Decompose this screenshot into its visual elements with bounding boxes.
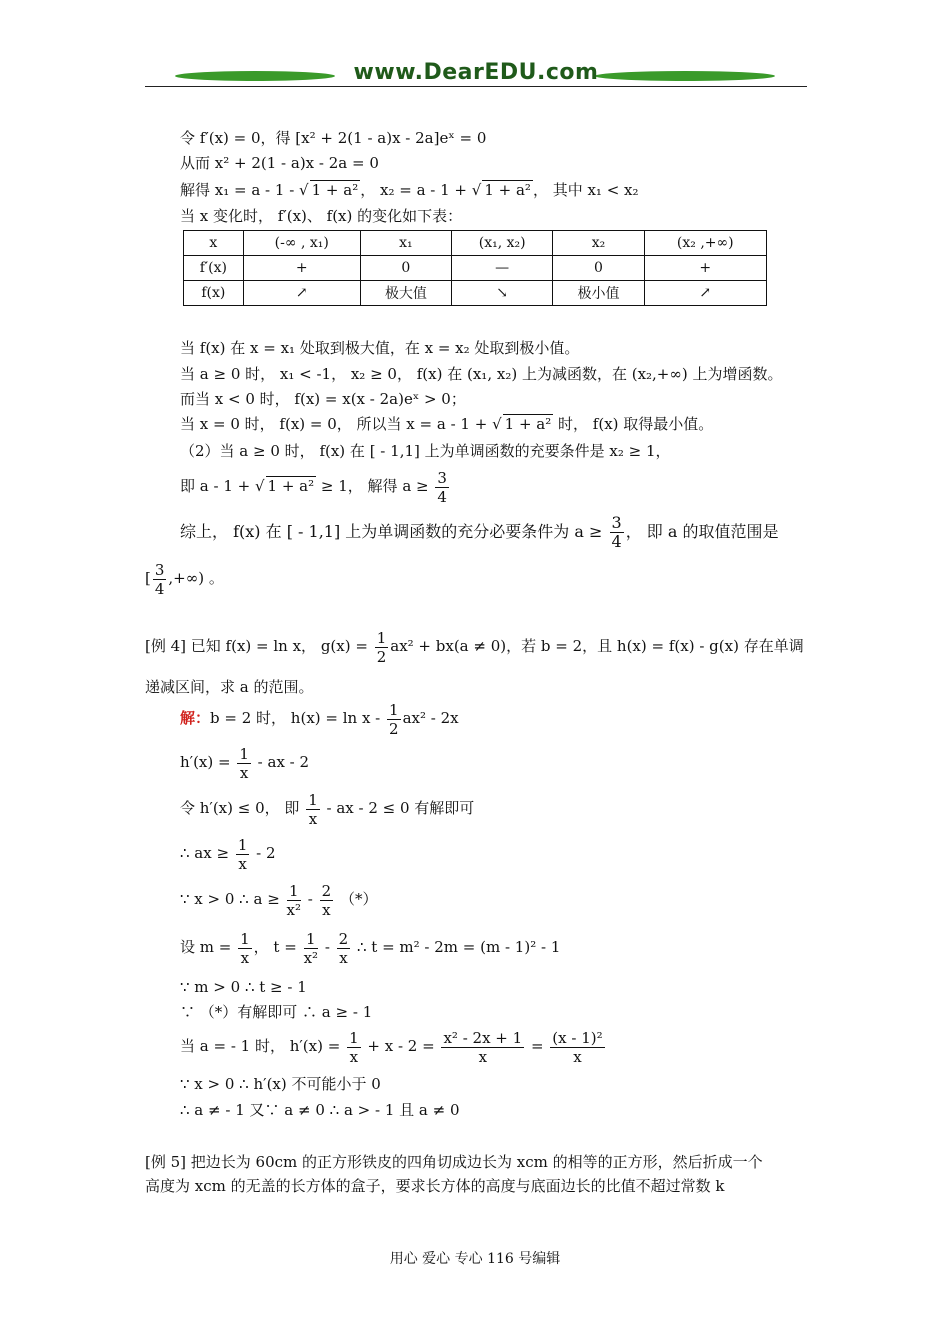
text-span: ， x₂ = a - 1 + <box>360 181 472 199</box>
fraction <box>435 469 449 506</box>
page-header <box>145 60 807 94</box>
text-span: ,+∞) 。 <box>168 569 224 587</box>
fraction <box>610 514 624 551</box>
fraction <box>287 882 301 919</box>
numerator: 2 <box>321 881 332 900</box>
text-span: - 2 <box>251 844 276 862</box>
text-span: = <box>526 1037 549 1055</box>
text-span: ， t = <box>253 938 302 956</box>
solution-line <box>180 790 474 828</box>
variation-table <box>183 230 767 306</box>
header-rule <box>145 86 807 87</box>
table-cell: + <box>644 256 766 281</box>
text-span: - ax - 2 <box>252 753 310 771</box>
solution-label: 解： <box>180 709 211 727</box>
denominator: x <box>239 763 249 782</box>
table-cell: — <box>451 256 552 281</box>
table-row <box>184 231 767 256</box>
text-span: ， 即 a 的取值范围是 <box>625 522 779 541</box>
table-cell: 0 <box>553 256 644 281</box>
table-cell: 极大值 <box>360 281 451 306</box>
fraction <box>238 930 252 967</box>
text-line: 而当 x < 0 时， f(x) = x(x - 2a)eˣ > 0； <box>180 390 466 408</box>
text-span: h′(x) = <box>180 753 236 771</box>
text-line: 即 a - 1 + √ 1 + a² ≥ 1， 解得 a ≥ $\frac{3}{4}$ <box>180 468 447 506</box>
denominator: x² <box>286 900 302 919</box>
fraction <box>306 791 320 828</box>
numerator: 1 <box>289 881 299 900</box>
table-cell: ↗ <box>644 281 766 306</box>
text-span: - <box>320 938 335 956</box>
solution-line: ∴ a ≠ - 1 又∵ a ≠ 0 ∴ a > - 1 且 a ≠ 0 <box>180 1101 460 1119</box>
text-span: + x - 2 = <box>362 1037 440 1055</box>
solution-line: ∵ （*）有解即可 ∴ a ≥ - 1 <box>180 1003 373 1021</box>
denominator: x <box>339 948 348 967</box>
table-cell: (-∞ , x₁) <box>243 231 360 256</box>
table-cell: 0 <box>360 256 451 281</box>
denominator: 2 <box>376 647 387 666</box>
text-span: ≥ 1， 解得 a ≥ <box>316 477 434 495</box>
text-span: （*） <box>335 890 378 908</box>
text-span: 即 a - 1 + <box>180 477 255 495</box>
text-span: ∴ ax ≥ <box>180 844 234 862</box>
table-cell: 极小值 <box>553 281 644 306</box>
fraction <box>347 1029 361 1066</box>
numerator: 3 <box>611 513 622 532</box>
table-row <box>184 281 767 306</box>
table-cell: ↘ <box>451 281 552 306</box>
denominator: x² <box>303 948 319 967</box>
text-span: - <box>303 890 318 908</box>
table-cell: (x₁, x₂) <box>451 231 552 256</box>
table-cell: f′(x) <box>184 256 244 281</box>
denominator: x <box>573 1047 582 1066</box>
numerator: 1 <box>376 628 387 647</box>
table-cell: (x₂ ,+∞) <box>644 231 766 256</box>
fraction <box>237 745 251 782</box>
text-line: 当 f(x) 在 x = x₁ 处取到极大值，在 x = x₂ 处取到极小值。 <box>180 339 580 357</box>
fraction <box>304 930 318 967</box>
text-line: 解得 x₁ = a - 1 - √ 1 + a² ， x₂ = a - 1 + √ 1 + a² ， 其中 x₁ < x₂ <box>180 181 639 199</box>
text-span: ， 其中 x₁ < x₂ <box>532 181 639 199</box>
table-cell: f(x) <box>184 281 244 306</box>
text-span: 设 m = <box>180 938 237 956</box>
text-span: 当 x = 0 时， f(x) = 0， 所以当 x = a - 1 + <box>180 415 493 433</box>
sqrt-term: 1 + a² <box>267 477 315 495</box>
table-cell: x₂ <box>553 231 644 256</box>
denominator: 2 <box>389 719 399 738</box>
denominator: x <box>240 948 250 967</box>
text-span: 综上， f(x) 在 [ - 1,1] 上为单调函数的充分必要条件为 a ≥ <box>180 522 608 541</box>
solution-line <box>180 929 560 967</box>
text-span: 令 h′(x) ≤ 0， 即 <box>180 799 305 817</box>
fraction <box>387 701 401 738</box>
text-line: 当 a ≥ 0 时， x₁ < -1， x₂ ≥ 0， f(x) 在 (x₁, x₂) 上为减函数，在 (x₂,+∞) 上为增函数。 <box>180 365 783 383</box>
numerator: 2 <box>338 929 349 948</box>
solution-line <box>180 700 459 738</box>
solution-line: ∵ m > 0 ∴ t ≥ - 1 <box>180 978 307 996</box>
numerator: x² - 2x + 1 <box>443 1028 523 1047</box>
text-span: 当 a = - 1 时， h′(x) = <box>180 1037 346 1055</box>
table-cell: x₁ <box>360 231 451 256</box>
text-span: - ax - 2 ≤ 0 有解即可 <box>321 799 475 817</box>
solution-line <box>180 835 276 873</box>
text-line <box>145 560 224 598</box>
numerator: 1 <box>237 835 248 854</box>
numerator: 1 <box>306 929 316 948</box>
text-span: ax² + bx(a ≠ 0)，若 b = 2，且 h(x) = f(x) - g(x) 存在单调 <box>390 637 804 655</box>
solution-line: ∵ x > 0 ∴ h′(x) 不可能小于 0 <box>180 1075 381 1093</box>
text-span: ∵ x > 0 ∴ a ≥ <box>180 890 285 908</box>
example4-question <box>145 628 804 666</box>
text-line <box>180 514 779 551</box>
site-logo: www.DearEDU.com <box>353 60 599 85</box>
sqrt-term: 1 + a² <box>484 181 531 199</box>
text-line: （2）当 a ≥ 0 时， f(x) 在 [ - 1,1] 上为单调函数的充要条件是 x₂ ≥ 1， <box>180 442 671 460</box>
denominator: x <box>238 854 247 873</box>
text-line: 从而 x² + 2(1 - a)x - 2a = 0 <box>180 154 379 172</box>
example5-line: [例 5] 把边长为 60cm 的正方形铁皮的四角切成边长为 xcm 的相等的正方形，然后折成一个 <box>145 1153 763 1171</box>
solution-line <box>180 881 377 919</box>
numerator: 3 <box>437 468 447 487</box>
fraction <box>236 836 250 873</box>
fraction <box>337 930 351 967</box>
numerator: 3 <box>154 560 165 579</box>
denominator: 4 <box>611 532 622 551</box>
page-footer: 用心 爱心 专心 116 号编辑 <box>389 1251 561 1267</box>
denominator: x <box>478 1047 488 1066</box>
table-cell: + <box>243 256 360 281</box>
denominator: x <box>349 1047 359 1066</box>
text-line: 递减区间，求 a 的范围。 <box>145 678 314 696</box>
numerator: (x - 1)² <box>552 1028 603 1047</box>
text-line: 当 x 变化时， f′(x)、 f(x) 的变化如下表： <box>180 207 463 225</box>
table-row <box>184 256 767 281</box>
sqrt-term: 1 + a² <box>504 415 552 433</box>
numerator: 1 <box>389 700 399 719</box>
table-cell: x <box>184 231 244 256</box>
fraction <box>550 1029 604 1066</box>
text-span: 解得 x₁ = a - 1 - <box>180 181 300 199</box>
example5-line: 高度为 xcm 的无盖的长方体的盒子，要求长方体的高度与底面边长的比值不超过常数 k <box>145 1177 725 1195</box>
solution-line <box>180 744 309 782</box>
numerator: 1 <box>239 744 249 763</box>
text-span: 时， f(x) 取得最小值。 <box>553 415 714 433</box>
text-span: b = 2 时， h(x) = ln x - <box>210 709 386 727</box>
text-span: [例 4] 已知 f(x) = ln x， g(x) = <box>145 637 373 655</box>
text-span: [ <box>145 569 151 587</box>
denominator: 4 <box>154 579 165 598</box>
fraction <box>320 882 334 919</box>
text-line: 令 f′(x) = 0，得 [x² + 2(1 - a)x - 2a]eˣ = 0 <box>180 129 487 147</box>
numerator: 1 <box>349 1028 359 1047</box>
denominator: x <box>322 900 331 919</box>
table-cell: ↗ <box>243 281 360 306</box>
denominator: x <box>308 809 318 828</box>
numerator: 1 <box>240 929 250 948</box>
text-span: ax² - 2x <box>402 709 459 727</box>
fraction <box>153 561 167 598</box>
sqrt-term: 1 + a² <box>311 181 359 199</box>
text-line: 当 x = 0 时， f(x) = 0， 所以当 x = a - 1 + √ 1 + a² 时， f(x) 取得最小值。 <box>180 415 714 433</box>
denominator: 4 <box>437 487 447 506</box>
fraction <box>375 629 389 666</box>
solution-line <box>180 1028 607 1066</box>
fraction <box>441 1029 524 1066</box>
numerator: 1 <box>308 790 318 809</box>
text-span: ∴ t = m² - 2m = (m - 1)² - 1 <box>352 938 561 956</box>
